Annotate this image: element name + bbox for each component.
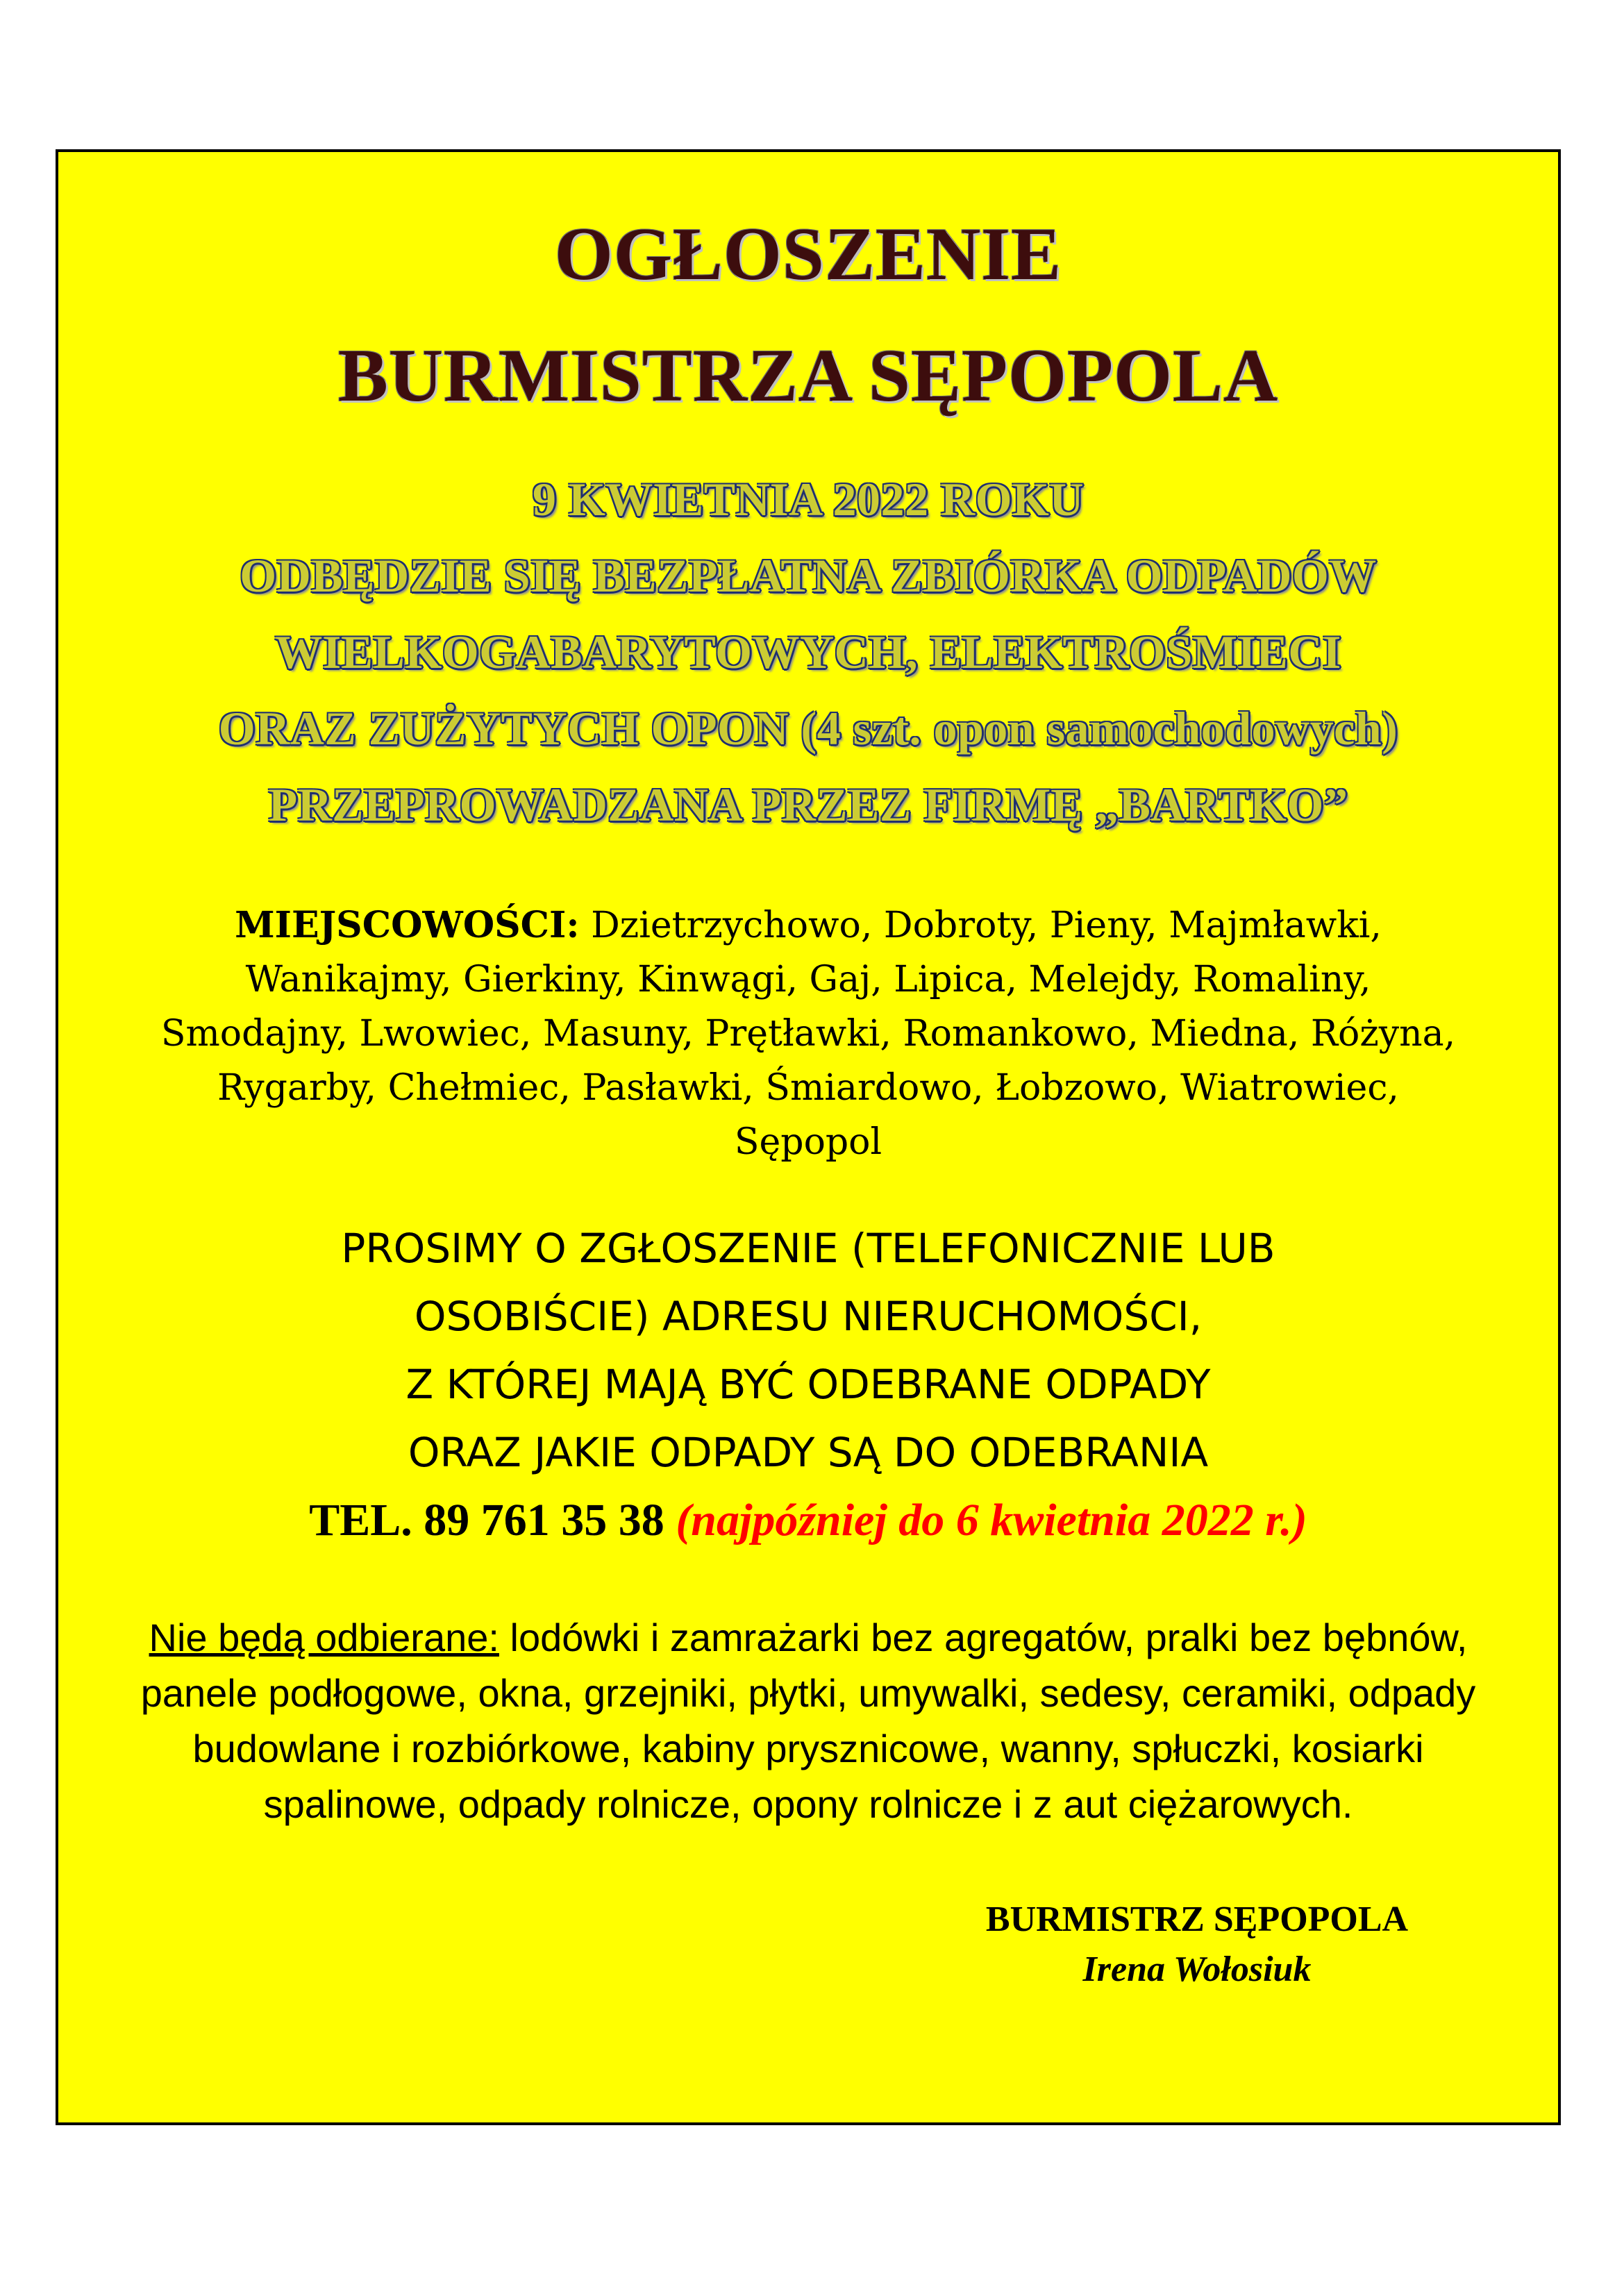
announcement-title xyxy=(58,194,1558,437)
towns-line-5: Sępopol xyxy=(734,1121,882,1163)
collection-date: 9 KWIETNIA 2022 ROKU xyxy=(533,473,1084,526)
towns-line-2: Wanikajmy, Gierkiny, Kinwągi, Gaj, Lipica, Melejdy, Romaliny, xyxy=(245,959,1371,1000)
excluded-text-1: lodówki i zamrażarki bez agregatów, pralki bez bębnów, xyxy=(499,1616,1468,1659)
excluded-line-4: spalinowe, odpady rolnicze, opony rolnicze i z aut ciężarowych. xyxy=(263,1782,1353,1826)
request-line-3: Z KTÓREJ MAJĄ BYĆ ODEBRANE ODPADY xyxy=(405,1361,1211,1408)
title-line-2: BURMISTRZA SĘPOPOLA xyxy=(337,335,1279,417)
signature xyxy=(954,1895,1440,1995)
title-line-1: OGŁOSZENIE xyxy=(554,213,1062,296)
collection-line-3: WIELKOGABARYTOWYCH, ELEKTROŚMIECI xyxy=(275,626,1341,678)
collection-info xyxy=(58,461,1558,843)
phone-line xyxy=(58,1486,1558,1555)
excluded-line-2: panele podłogowe, okna, grzejniki, płytki, umywalki, sedesy, ceramiki, odpady xyxy=(140,1671,1476,1715)
towns-text-1: Dzietrzychowo, Dobroty, Pieny, Majmławki, xyxy=(579,905,1382,946)
request-block xyxy=(58,1214,1558,1486)
signature-name: Irena Wołosiuk xyxy=(1082,1950,1312,1989)
deadline-text: (najpóźniej do 6 kwietnia 2022 r.) xyxy=(676,1495,1307,1545)
collection-line-5: PRZEPROWADZANA PRZEZ FIRMĘ „BARTKO” xyxy=(268,778,1348,831)
request-line-1: PROSIMY O ZGŁOSZENIE (TELEFONICZNIE LUB xyxy=(341,1225,1275,1272)
towns-line-4: Rygarby, Chełmiec, Pasławki, Śmiardowo, Łobzowo, Wiatrowiec, xyxy=(217,1067,1399,1109)
excluded-items xyxy=(58,1610,1558,1832)
signature-title: BURMISTRZ SĘPOPOLA xyxy=(985,1900,1409,1939)
request-line-4: ORAZ JAKIE ODPADY SĄ DO ODEBRANIA xyxy=(408,1429,1209,1476)
request-line-2: OSOBIŚCIE) ADRESU NIERUCHOMOŚCI, xyxy=(414,1293,1203,1340)
towns-label: MIEJSCOWOŚCI: xyxy=(235,904,580,946)
announcement-poster xyxy=(56,149,1561,2125)
excluded-label: Nie będą odbierane: xyxy=(149,1616,499,1659)
towns-line-1 xyxy=(58,898,1558,953)
phone-number: TEL. 89 761 35 38 xyxy=(309,1495,664,1545)
towns-list xyxy=(58,898,1558,1169)
excluded-line-1 xyxy=(58,1610,1558,1666)
collection-line-4: ORAZ ZUŻYTYCH OPON (4 szt. opon samochodowych) xyxy=(218,702,1398,755)
excluded-line-3: budowlane i rozbiórkowe, kabiny prysznicowe, wanny, spłuczki, kosiarki xyxy=(192,1727,1424,1770)
collection-line-2: ODBĘDZIE SIĘ BEZPŁATNA ZBIÓRKA ODPADÓW xyxy=(240,549,1377,602)
towns-line-3: Smodajny, Lwowiec, Masuny, Prętławki, Romankowo, Miedna, Różyna, xyxy=(160,1013,1456,1055)
